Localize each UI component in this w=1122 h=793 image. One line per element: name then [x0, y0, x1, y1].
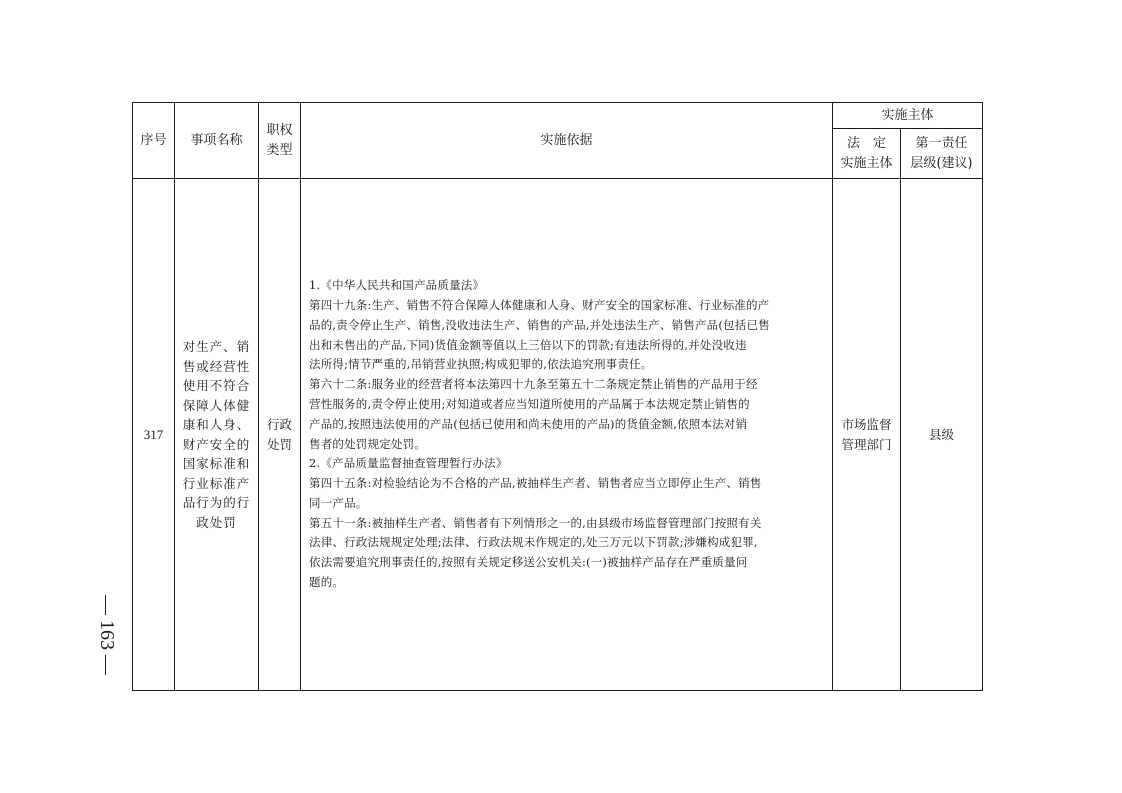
basis-line: 出和未售出的产品,下同)货值金额等值以上三倍以下的罚款;有违法所得的,并处没收违 — [309, 337, 747, 352]
row-first-resp: 县级 — [901, 179, 983, 691]
basis-line: 题的。 — [309, 575, 345, 590]
basis-line: 营性服务的,责令停止使用;对知道或者应当知道所使用的产品属于本法规定禁止销售的 — [309, 396, 750, 411]
item-name-line: 行业标准产 — [182, 475, 251, 491]
basis-line: 依法需要追究刑事责任的,按照有关规定移送公安机关:(一)被抽样产品存在严重质量问 — [309, 555, 748, 570]
header-first-resp-line: 第一责任 — [915, 135, 968, 151]
basis-line: 2.《产品质量监督抽查管理暂行办法》 — [309, 456, 508, 471]
row-item-name — [175, 179, 259, 691]
header-first-resp-line: 层级(建议) — [910, 155, 973, 171]
header-legal-subject — [833, 129, 901, 179]
basis-line: 第五十一条:被抽样生产者、销售者有下列情形之一的,由县级市场监督管理部门按照有关 — [309, 515, 762, 530]
page-number: — 163 — — [96, 595, 118, 675]
item-name-line: 售或经营性 — [182, 358, 251, 374]
item-name-line: 对生产、销 — [182, 339, 251, 354]
basis-line: 第四十九条:生产、销售不符合保障人体健康和人身、财产安全的国家标准、行业标准的产 — [309, 297, 770, 312]
basis-line: 1.《中华人民共和国产品质量法》 — [309, 278, 485, 293]
basis-line: 产品的,按照违法使用的产品(包括已使用和尚未使用的产品)的货值金额,依照本法对销 — [309, 416, 748, 431]
item-name-line: 财产安全的 — [182, 436, 251, 452]
power-type-line: 处罚 — [266, 436, 292, 452]
table-row — [133, 179, 983, 691]
item-name-line: 品行为的行 — [182, 495, 251, 510]
item-name-line: 国家标准和 — [182, 456, 251, 471]
power-list-table — [132, 102, 983, 691]
basis-line: 同一产品。 — [309, 495, 368, 510]
row-legal-subject — [833, 179, 901, 691]
header-basis: 实施依据 — [301, 103, 833, 179]
item-name-line: 政处罚 — [196, 514, 237, 530]
header-legal-subject-line: 实施主体 — [840, 155, 893, 171]
basis-line: 品的,责令停止生产、销售,没收违法生产、销售的产品,并处违法生产、销售产品(包括已售 — [309, 317, 770, 332]
basis-line: 售者的处罚规定处罚。 — [309, 436, 426, 451]
basis-line: 第四十五条:对检验结论为不合格的产品,被抽样生产者、销售者应当立即停止生产、销售 — [309, 476, 762, 491]
legal-subject-line: 管理部门 — [841, 436, 892, 452]
basis-line: 第六十二条:服务业的经营者将本法第四十九条至第五十二条规定禁止销售的产品用于经 — [309, 377, 758, 392]
header-item-name: 事项名称 — [175, 103, 259, 179]
header-legal-subject-line: 法 定 — [846, 135, 886, 151]
header-seq: 序号 — [133, 103, 175, 179]
header-first-resp — [901, 129, 983, 179]
item-name-line: 保障人体健 — [182, 397, 251, 413]
item-name-line: 康和人身、 — [182, 417, 251, 432]
basis-line: 法律、行政法规规定处理;法律、行政法规未作规定的,处三万元以下罚款;涉嫌构成犯罪, — [309, 535, 758, 550]
header-subject: 实施主体 — [833, 103, 983, 129]
header-power-type — [259, 103, 301, 179]
header-power-type-line: 类型 — [266, 142, 293, 158]
row-basis — [301, 179, 833, 691]
row-seq: 317 — [133, 179, 175, 691]
power-type-line: 行政 — [266, 417, 292, 432]
row-power-type — [259, 179, 301, 691]
item-name-line: 使用不符合 — [182, 378, 251, 393]
basis-line: 法所得;情节严重的,吊销营业执照;构成犯罪的,依法追究刑事责任。 — [309, 357, 653, 372]
legal-subject-line: 市场监督 — [841, 417, 892, 432]
header-power-type-line: 职权 — [266, 122, 293, 138]
